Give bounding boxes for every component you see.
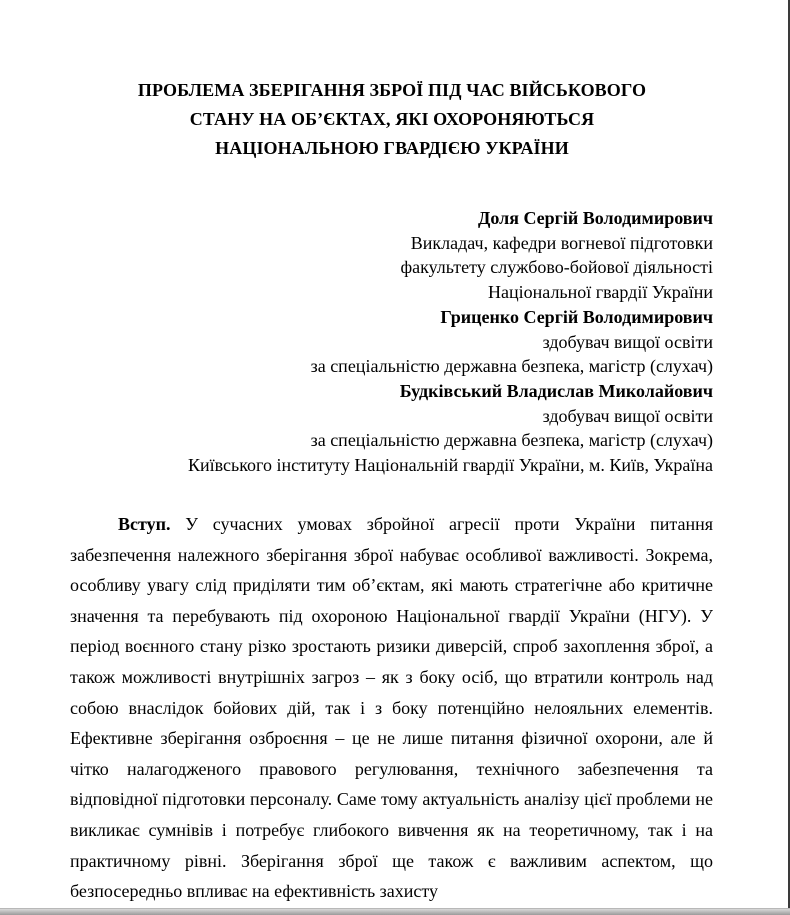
author-name: Гриценко Сергій Володимирович xyxy=(440,306,713,327)
page-bottom-shadow xyxy=(0,908,790,915)
author-affiliation: Викладач, кафедри вогневої підготовки xyxy=(410,232,713,253)
author-affiliation: за спеціальністю державна безпека, магістр (слухач) xyxy=(310,430,713,451)
author-affiliation: здобувач вищої освіти xyxy=(542,405,713,426)
intro-paragraph xyxy=(70,509,713,907)
author-affiliation: факультету службово-бойової діяльності xyxy=(400,257,713,278)
intro-text: У сучасних умовах збройної агресії проти України питання забезпечення належного зберігання зброї набуває особливої важливості. Зокрема, особливу увагу слід приділяти тим об’єктам, які мають стратегічне або критичне значення та перебувають під охороною Національної гвардії України (НГУ). У період воєнного стану різко зростають ризики диверсій, спроб захоплення зброї, а також можливості внутрішніх загроз – як з боку осіб, що втратили контроль над собою внаслідок бойових дій, так і з боку потенційно нелояльних елементів. Ефективне зберігання озброєння – це не лише питання фізичної охорони, але й чітко налагодженого правового регулювання, технічного забезпечення та відповідної підготовки персоналу. Саме тому актуальність аналізу цієї проблеми не викликає сумнівів і потребує глибокого вивчення як на теоретичному, так і на практичному рівні. Зберігання зброї ще також є важливим аспектом, що безпосередньо впливає на ефективність захисту xyxy=(70,514,714,902)
author-affiliation: Національної гвардії України xyxy=(488,282,713,303)
author-affiliation: здобувач вищої освіти xyxy=(542,331,713,352)
title-line: СТАНУ НА ОБ’ЄКТАХ, ЯКІ ОХОРОНЯЮТЬСЯ xyxy=(189,109,595,129)
intro-label: Вступ. xyxy=(118,514,171,534)
author-name: Доля Сергій Володимирович xyxy=(477,208,713,228)
title-line: НАЦІОНАЛЬНОЮ ГВАРДІЄЮ УКРАЇНИ xyxy=(215,138,569,158)
author-affiliation: Київського інституту Національній гвардії України, м. Київ, Україна xyxy=(187,455,713,476)
author-affiliation: за спеціальністю державна безпека, магістр (слухач) xyxy=(310,356,713,377)
paper-title xyxy=(0,76,784,163)
title-line: ПРОБЛЕМА ЗБЕРІГАННЯ ЗБРОЇ ПІД ЧАС ВІЙСЬКОВОГО xyxy=(137,80,647,100)
author-name: Будківський Владислав Миколайович xyxy=(399,380,713,401)
author-block xyxy=(188,206,713,478)
